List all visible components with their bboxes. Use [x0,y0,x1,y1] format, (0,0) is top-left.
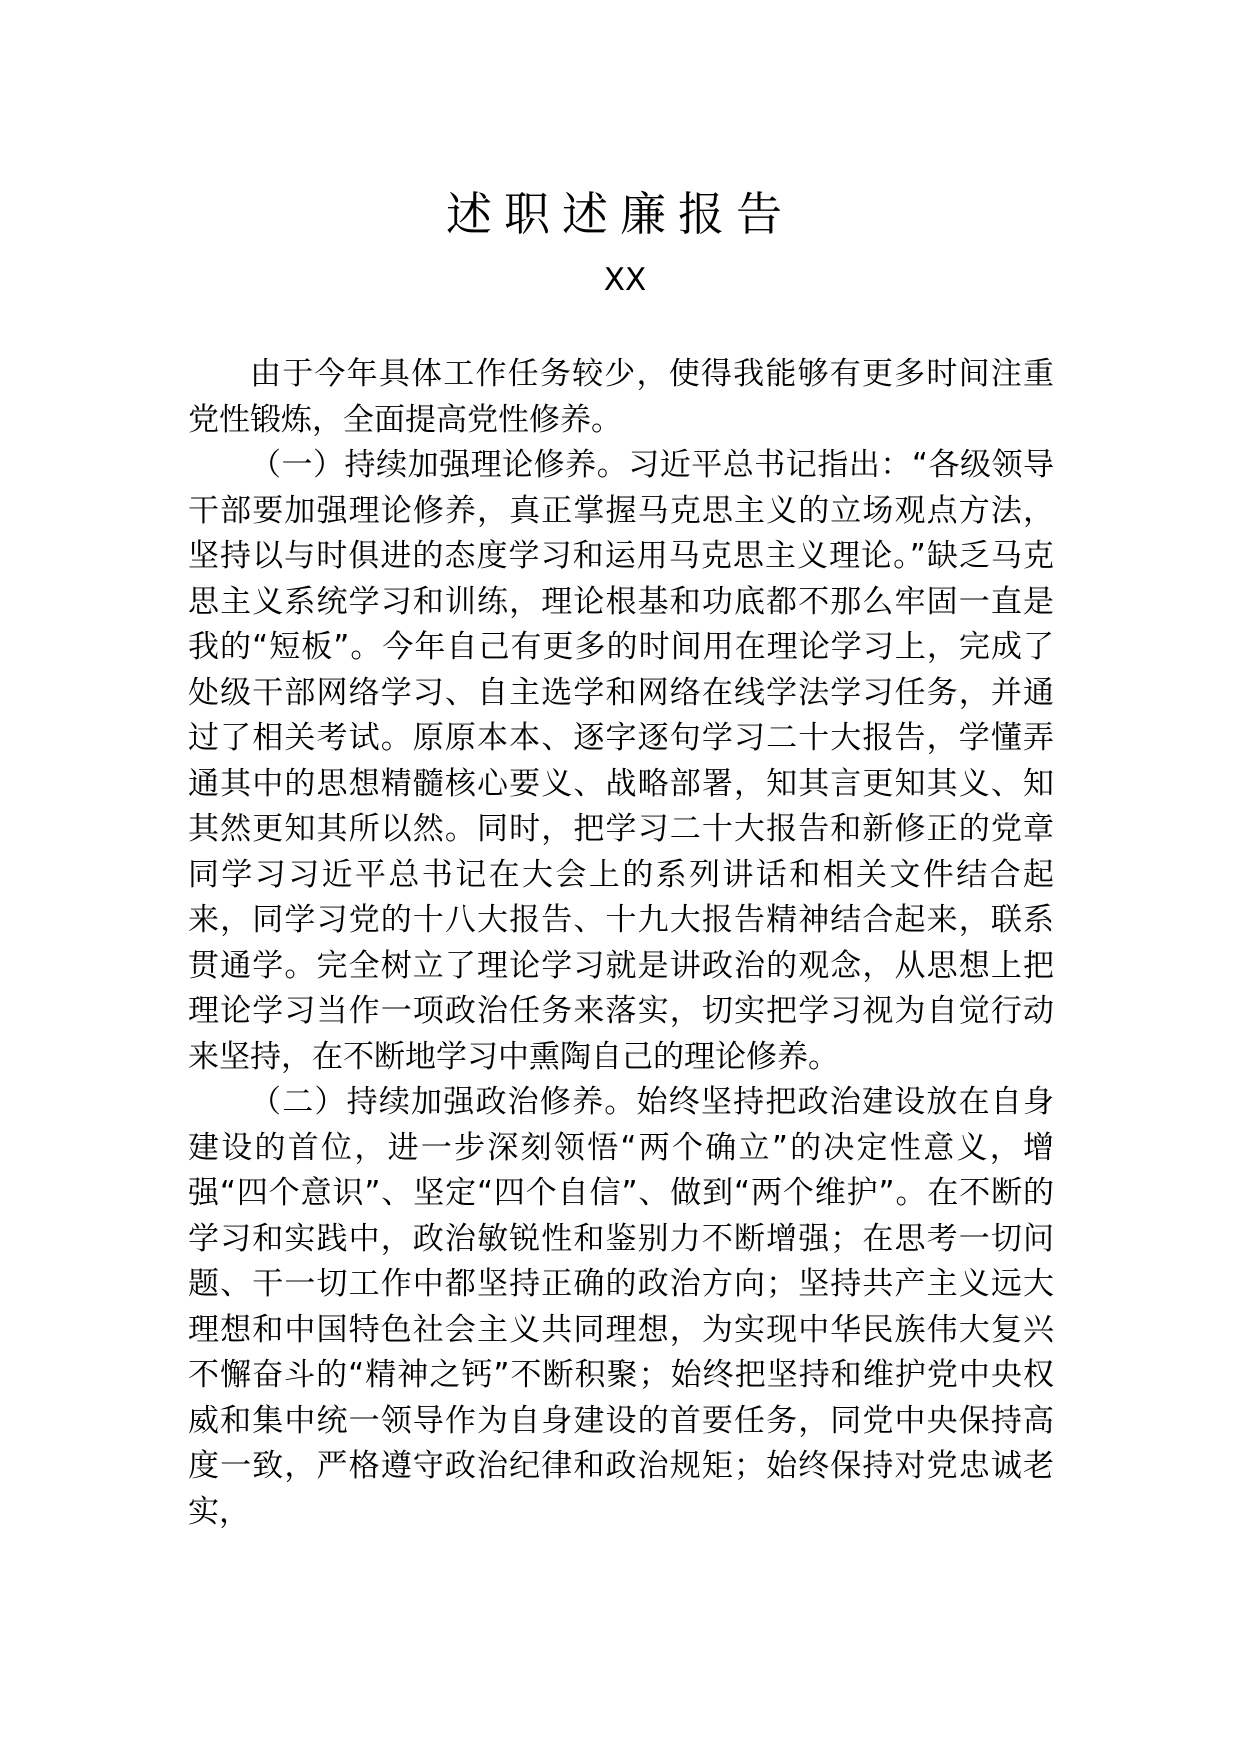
document-body [188,352,1054,1535]
paragraph-intro: 由于今年具体工作任务较少，使得我能够有更多时间注重党性锻炼，全面提高党性修养。 [188,356,1054,438]
paragraph-political-cultivation: （二）持续加强政治修养。始终坚持把政治建设放在自身建设的首位，进一步深刻领悟“两个确立”的决定性意义，增强“四个意识”、坚定“四个自信”、做到“两个维护”。在不断的学习和实践中，政治敏锐性和鉴别力不断增强；在思考一切问题、干一切工作中都坚持正确的政治方向；坚持共产主义远大理想和中国特色社会主义共同理想，为实现中华民族伟大复兴不懈奋斗的“精神之钙”不断积聚；始终把坚持和维护党中央权威和集中统一领导作为自身建设的首要任务，同党中央保持高度一致，严格遵守政治纪律和政治规矩；始终保持对党忠诚老实， [188,1084,1054,1530]
document-author: XX [603,262,647,298]
document-title: 述职述廉报告 [446,187,794,241]
paragraph-theory-cultivation: （一）持续加强理论修养。习近平总书记指出：“各级领导干部要加强理论修养，真正掌握马克思主义的立场观点方法，坚持以与时俱进的态度学习和运用马克思主义理论。”缺乏马克思主义系统学习和训练，理论根基和功底都不那么牢固一直是我的“短板”。今年自己有更多的时间用在理论学习上，完成了处级干部网络学习、自主选学和网络在线学法学习任务，并通过了相关考试。原原本本、逐字逐句学习二十大报告，学懂弄通其中的思想精髓核心要义、战略部署，知其言更知其义、知其然更知其所以然。同时，把学习二十大报告和新修正的党章同学习习近平总书记在大会上的系列讲话和相关文件结合起来，同学习党的十八大报告、十九大报告精神结合起来，联系贯通学。完全树立了理论学习就是讲政治的观念，从思想上把理论学习当作一项政治任务来落实，切实把学习视为自觉行动来坚持，在不断地学习中熏陶自己的理论修养。 [188,447,1054,1075]
